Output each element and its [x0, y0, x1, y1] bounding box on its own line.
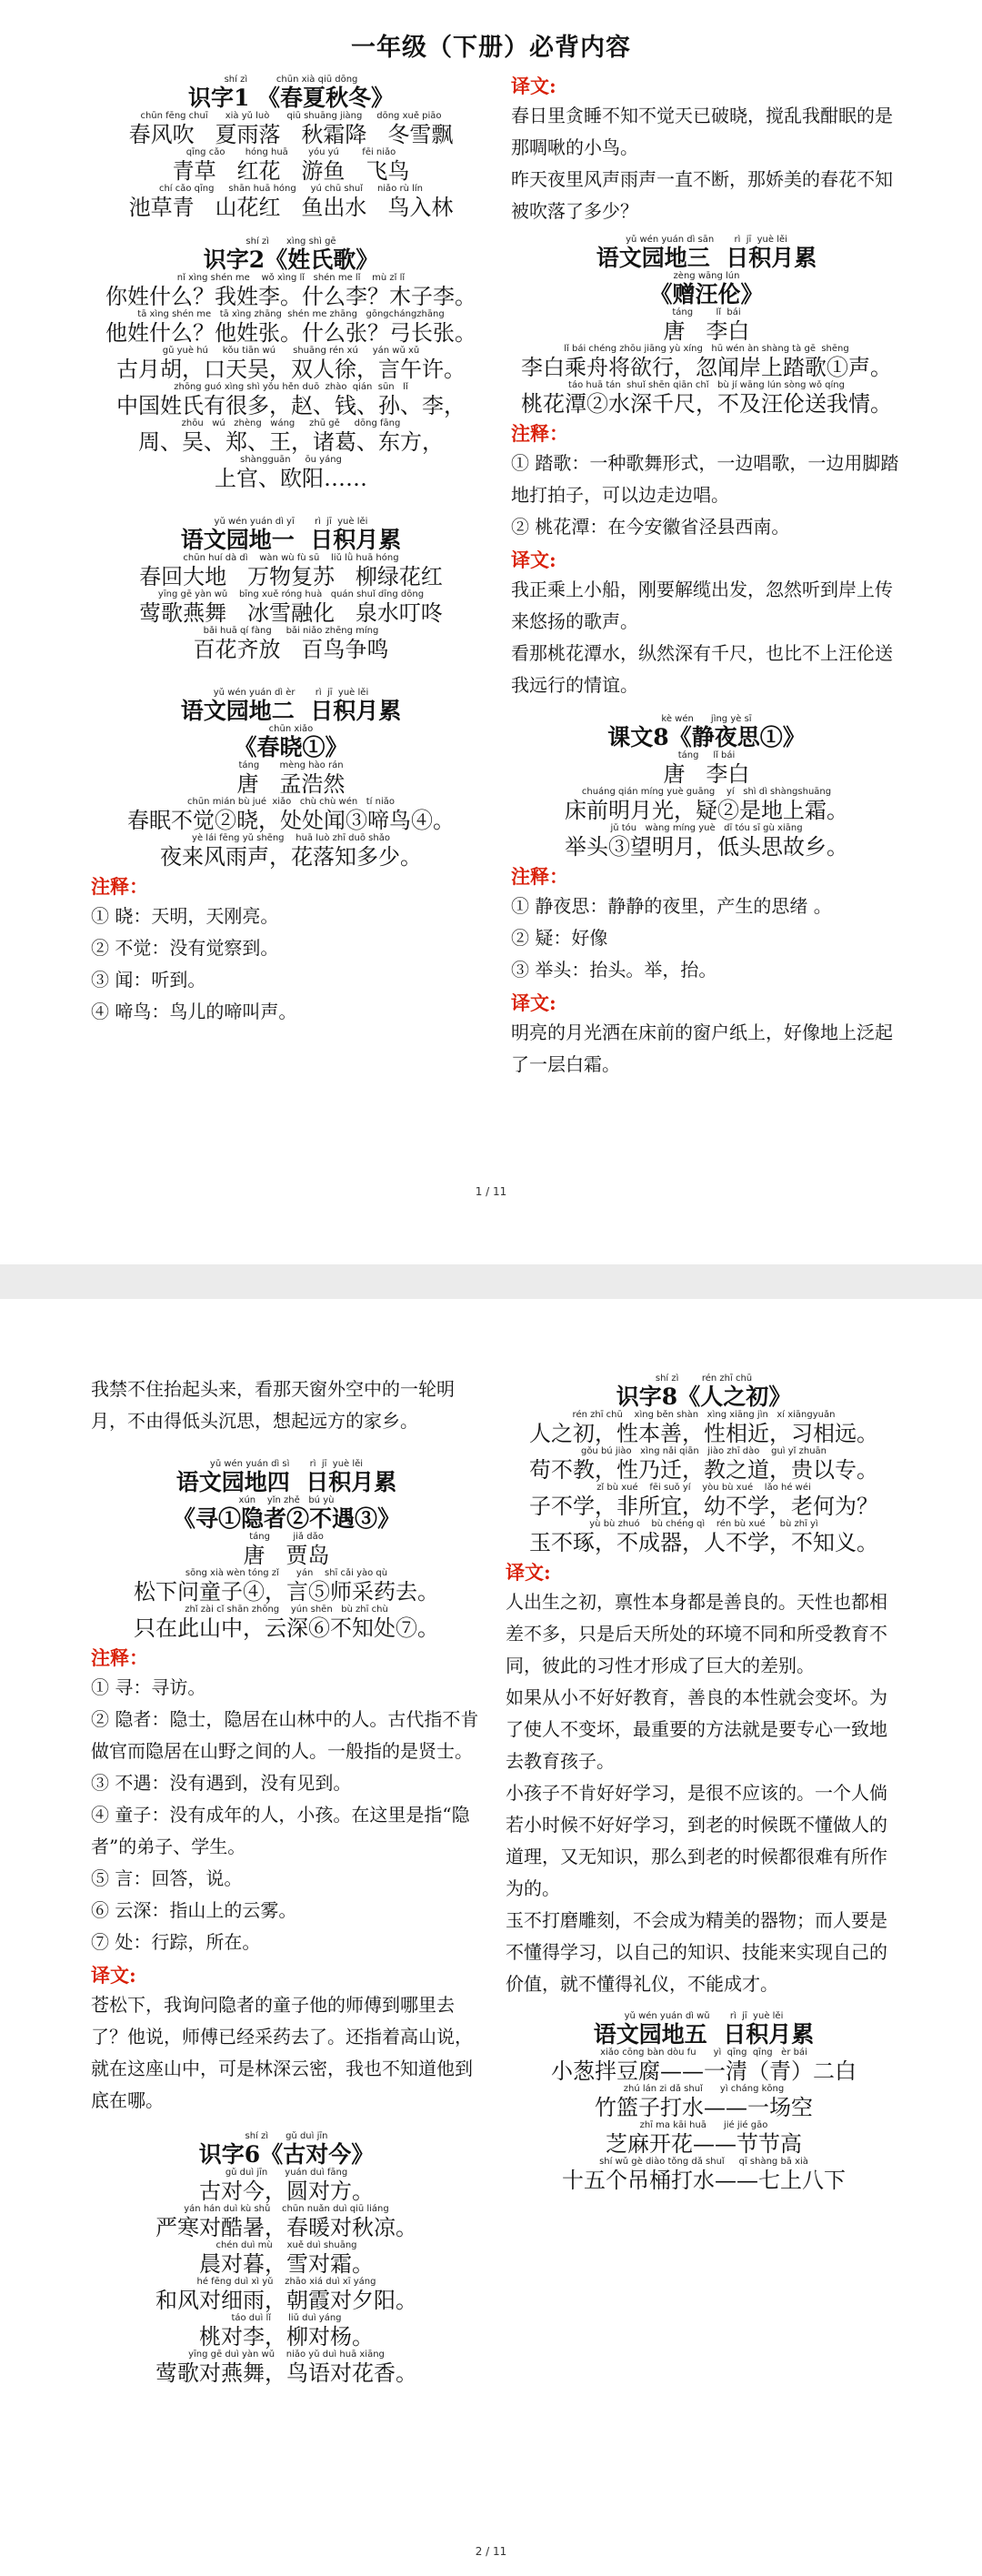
verse-line: zǐ bù xué fēi suǒ yí yòu bù xué lǎo hé wéi 子不学，非所宜，幼不学，老何为？: [529, 1483, 878, 1519]
verse-line: lǐ bái chéng zhōu jiāng yù xíng hū wén àn shàng tà gē shēng 李白乘舟将欲行，忽闻岸上踏歌①声。: [521, 344, 892, 380]
verse-line: gǒu bú jiào xìng nǎi qiān jiào zhī dào guì yǐ zhuān 苟不教，性乃迁，教之道，贵以专。: [529, 1446, 878, 1483]
verse-line: zhī ma kāi huā jié jié gāo 芝麻开花——节节高: [606, 2120, 802, 2157]
translation-paragraph: 昨天夜里风声雨声一直不断，那娇美的春花不知被吹落了多少？: [511, 168, 893, 222]
document-page-2: [0, 1299, 982, 2576]
notes-label: 注释：: [511, 422, 568, 445]
verse-line: shí wǔ gè diào tǒng dǎ shuǐ qī shàng bā xià 十五个吊桶打水——七上八下: [562, 2157, 846, 2193]
poem-author: táng jiǎ dǎo 唐 贾岛: [243, 1532, 330, 1568]
translation-label: 译文:: [511, 548, 556, 571]
poem-author: táng lǐ bái 唐 李白: [663, 750, 750, 787]
note-item: ② 桃花潭：在今安徽省泾县西南。: [511, 516, 790, 538]
verse-line: táo huā tán shuǐ shēn qiān chǐ bù jí wāng lún sòng wǒ qíng 桃花潭②水深千尺，不及汪伦送我情。: [521, 380, 892, 417]
note-item: ① 静夜思：静静的夜里，产生的思绪 。: [511, 895, 832, 917]
note-item: ② 隐者：隐士，隐居在山林中的人。古代指不肯做官而隐居在山野之间的人。一般指的是贤士。: [91, 1708, 479, 1762]
verse-line: chūn fēng chuī xià yǔ luò qiū shuāng jiàng dōng xuě piāo 春风吹 夏雨落 秋霜降 冬雪飘: [128, 111, 454, 147]
note-item: ④ 啼鸟：鸟儿的啼叫声。: [91, 1001, 297, 1022]
page2-right-column: [506, 1374, 902, 2193]
verse-line: chuáng qián míng yuè guāng yí shì dì shàngshuāng 床前明月光，疑②是地上霜。: [565, 787, 848, 823]
page1-right-column: [511, 73, 902, 1081]
poem-title: zèng wāng lún 《赠汪伦》: [649, 271, 764, 307]
translation-label: 译文:: [91, 1964, 136, 1987]
note-item: ⑥ 云深：指山上的云雾。: [91, 1899, 297, 1921]
section-heading-shizi8: shí zì rén zhī chū 识字8《人之初》: [616, 1374, 792, 1410]
section-heading-shizi6: shí zì gǔ duì jīn 识字6《古对今》: [198, 2131, 375, 2168]
translation-paragraph: 玉不打磨雕刻，不会成为精美的器物；而人要是不懂得学习，以自己的知识、技能来实现自己的价值，就不懂得礼仪，不能成才。: [506, 1909, 887, 1995]
verse-line: yù bù zhuó bù chéng qì rén bù xué bù zhī yì 玉不琢，不成器，人不学，不知义。: [529, 1519, 878, 1555]
verse-line: yīng gē duì yàn wǔ niǎo yǔ duì huā xiāng 莺歌对燕舞，鸟语对花香。: [155, 2350, 417, 2386]
notes-list: [91, 901, 491, 1028]
page-number: 2 / 11: [475, 2545, 507, 2558]
verse-line: bǎi huā qí fàng bǎi niǎo zhēng míng 百花齐放 百鸟争鸣: [193, 626, 389, 662]
verse-line: yīng gē yàn wǔ bīng xuě róng huà quán shuǐ dīng dōng 莺歌燕舞 冰雪融化 泉水叮咚: [139, 589, 443, 626]
translation-paragraph: 我禁不住抬起头来，看那天窗外空中的一轮明月，不由得低头沉思，想起远方的家乡。: [91, 1378, 455, 1432]
verse-line: shàngguān ōu yáng 上官、欧阳……: [215, 455, 367, 491]
verse-line: zhōu wú zhèng wáng zhū gě dōng fāng 周、吴、郑、王，诸葛、东方，: [138, 418, 444, 455]
verse-line: chén duì mù xuě duì shuāng 晨对暮，雪对霜。: [199, 2240, 374, 2277]
note-item: ③ 闻：听到。: [91, 969, 206, 991]
section-heading-shizi2: shí zì xìng shì gē 识字2《姓氏歌》: [203, 236, 379, 273]
translation-paragraph: 看那桃花潭水，纵然深有千尺，也比不上汪伦送我远行的情谊。: [511, 642, 893, 696]
verse-line: chūn mián bù jué xiǎo chù chù wén tí niǎo 春眠不觉②晓，处处闻③啼鸟④。: [127, 797, 455, 833]
poem-author: táng lǐ bái 唐 李白: [663, 307, 750, 344]
note-item: ⑦ 处：行踪，所在。: [91, 1931, 261, 1953]
section-heading-yuwen2: yǔ wén yuán dì èr rì jī yuè lěi 语文园地二 日积月累: [180, 688, 402, 724]
verse-line: táo duì lǐ liǔ duì yáng 桃对李，柳对杨。: [199, 2313, 374, 2350]
translation-label: 译文:: [511, 991, 556, 1014]
verse-line: gǔ duì jīn yuán duì fāng 古对今，圆对方。: [199, 2168, 374, 2204]
section-heading-shizi1: shí zì chūn xià qiū dōng 识字1 《春夏秋冬》: [187, 75, 395, 111]
verse-line: zhú lán zi dǎ shuǐ yì cháng kōng 竹篮子打水——一场空: [595, 2084, 813, 2120]
section-heading-kewen8: kè wén jìng yè sī 课文8《静夜思①》: [607, 714, 806, 750]
verse-line: jǔ tóu wàng míng yuè dī tóu sī gù xiāng 举头③望明月，低头思故乡。: [565, 823, 848, 860]
section-heading-yuwen3: yǔ wén yuán dì sān rì jī yuè lěi 语文园地三 日积月累: [596, 235, 817, 271]
verse-line: yè lái fēng yǔ shēng huā luò zhī duō shǎo 夜来风雨声，花落知多少。: [160, 833, 422, 870]
poem-title: chūn xiǎo 《春晓①》: [234, 724, 348, 760]
notes-label: 注释：: [91, 1646, 148, 1669]
translation-paragraph: 明亮的月光洒在床前的窗户纸上，好像地上泛起了一层白霜。: [511, 1021, 893, 1075]
note-item: ② 疑：好像: [511, 927, 608, 949]
verse-line: yán hán duì kù shǔ chūn nuǎn duì qiū liáng 严寒对酷暑，春暖对秋凉。: [155, 2204, 417, 2240]
verse-line: gǔ yuè hú kǒu tiān wú shuāng rén xú yán wǔ xǔ 古月胡，口天吴，双人徐，言午许。: [116, 346, 466, 382]
translation-label: 译文:: [506, 1561, 551, 1584]
verse-line: tā xìng shén me tā xìng zhāng shén me zhāng gōngchángzhāng 他姓什么？他姓张。什么张？弓长张。: [105, 309, 476, 346]
note-item: ① 踏歌：一种歌舞形式，一边唱歌，一边用脚踏地打拍子，可以边走边唱。: [511, 452, 899, 506]
notes-label: 注释：: [91, 875, 148, 898]
document-title: 一年级（下册）必背内容: [351, 34, 631, 62]
verse-line: hé fēng duì xì yǔ zhāo xiá duì xī yáng 和风对细雨，朝霞对夕阳。: [155, 2277, 417, 2313]
translation-paragraph: 小孩子不肯好好学习，是很不应该的。一个人倘若小时候不好好学习，到老的时候既不懂做人的道理，又无知识，那么到老的时候都很难有所作为的。: [506, 1782, 887, 1899]
note-item: ④ 童子：没有成年的人，小孩。在这里是指“隐者”的弟子、学生。: [91, 1804, 470, 1857]
verse-line: nǐ xìng shén me wǒ xìng lǐ shén me lǐ mù zǐ lǐ 你姓什么？我姓李。什么李？木子李。: [105, 273, 476, 309]
poem-author: táng mèng hào rán 唐 孟浩然: [236, 760, 346, 797]
note-item: ② 不觉：没有觉察到。: [91, 937, 279, 959]
notes-label: 注释：: [511, 865, 568, 888]
poem-title: xún yǐn zhě bú yù 《寻①隐者②不遇③》: [172, 1495, 400, 1532]
translation-label: 译文:: [511, 75, 556, 97]
verse-line: zhōng guó xìng shì yǒu hěn duō zhào qián sūn lǐ 中国姓氏有很多，赵、钱、孙、李，: [116, 382, 466, 418]
page2-left-column: [91, 1374, 482, 2386]
section-heading-yuwen1: yǔ wén yuán dì yī rì jī yuè lěi 语文园地一 日积月累: [180, 517, 402, 553]
note-item: ③ 举头：抬头。举，抬。: [511, 959, 717, 981]
section-heading-yuwen5: yǔ wén yuán dì wǔ rì jī yuè lěi 语文园地五 日积月累: [593, 2011, 815, 2048]
verse-line: sōng xià wèn tóng zǐ yán shī cǎi yào qù 松下问童子④，言⑤师采药去。: [134, 1568, 439, 1605]
verse-line: zhǐ zài cǐ shān zhōng yún shēn bù zhī chù 只在此山中，云深⑥不知处⑦。: [134, 1605, 439, 1641]
verse-line: chí cǎo qīng shān huā hóng yú chū shuǐ niǎo rù lín 池草青 山花红 鱼出水 鸟入林: [128, 184, 454, 220]
translation-paragraph: 春日里贪睡不知不觉天已破晓，搅乱我酣眠的是那啁啾的小鸟。: [511, 105, 893, 158]
verse-line: qīng cǎo hóng huā yóu yú fēi niǎo 青草 红花 游鱼 飞鸟: [172, 147, 410, 184]
document-page-1: [0, 0, 982, 1264]
translation-paragraph: 人出生之初，禀性本身都是善良的。天性也都相差不多，只是后天所处的环境不同和所受教育不同，彼此的习性才形成了巨大的差别。: [506, 1591, 887, 1676]
translation-paragraph: 我正乘上小船，刚要解缆出发，忽然听到岸上传来悠扬的歌声。: [511, 579, 893, 632]
verse-line: chūn huí dà dì wàn wù fù sū liǔ lǜ huā hóng 春回大地 万物复苏 柳绿花红: [139, 553, 443, 589]
note-item: ① 晓：天明，天刚亮。: [91, 905, 279, 927]
note-item: ③ 不遇：没有遇到，没有见到。: [91, 1772, 352, 1794]
verse-line: rén zhī chū xìng běn shàn xìng xiāng jìn xí xiāngyuǎn 人之初，性本善，性相近，习相远。: [529, 1410, 878, 1446]
page-number: 1 / 11: [475, 1185, 507, 1198]
note-item: ① 寻：寻访。: [91, 1676, 206, 1698]
section-heading-yuwen4: yǔ wén yuán dì sì rì jī yuè lěi 语文园地四 日积月累: [175, 1459, 397, 1495]
translation-paragraph: 苍松下，我询问隐者的童子他的师傅到哪里去了？他说，师傅已经采药去了。还指着高山说，就在这座山中，可是林深云密，我也不知道他到底在哪。: [91, 1994, 473, 2111]
verse-line: xiǎo cōng bàn dòu fu yì qīng qīng èr bái 小葱拌豆腐——一清（青）二白: [551, 2048, 857, 2084]
page1-left-column: [91, 75, 491, 1028]
translation-paragraph: 如果从小不好好教育，善良的本性就会变坏。为了使人不变坏，最重要的方法就是要专心一致地去教育孩子。: [506, 1686, 887, 1772]
note-item: ⑤ 言：回答，说。: [91, 1867, 243, 1889]
